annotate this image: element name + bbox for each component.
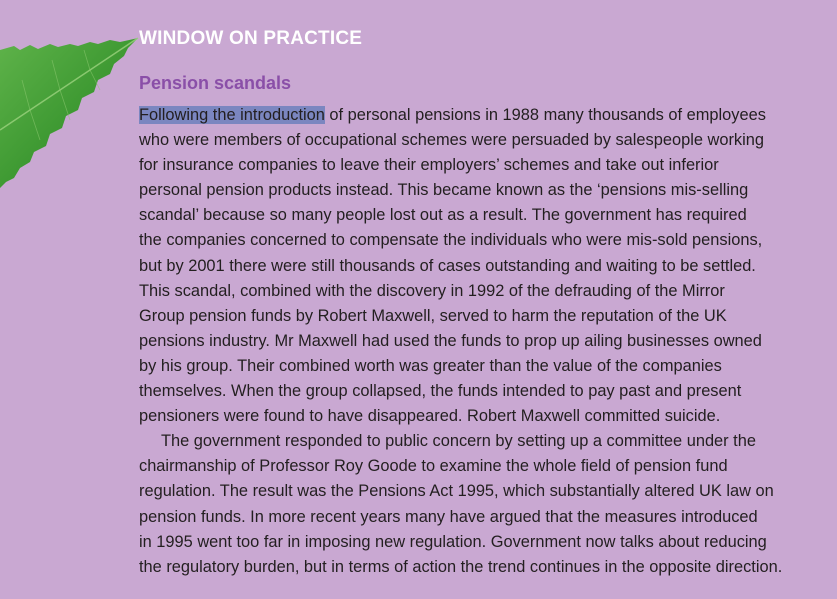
text-line: personal pension products instead. This became known as the ‘pensions mis-selling — [139, 181, 749, 200]
text-line: for insurance companies to leave their employers’ schemes and take out inferior — [139, 156, 719, 175]
text-line: regulation. The result was the Pensions Act 1995, which substantially altered UK law on — [139, 482, 774, 501]
selected-text[interactable]: Following the introduction — [139, 106, 325, 124]
text-line: pensioners were found to have disappeared. Robert Maxwell committed suicide. — [139, 407, 721, 426]
leaf-icon — [0, 20, 150, 195]
text-line: who were members of occupational schemes were persuaded by salespeople working — [139, 131, 764, 150]
text-line: the companies concerned to compensate the individuals who were mis-sold pensions, — [139, 231, 763, 250]
text-line: pensions industry. Mr Maxwell had used the funds to prop up ailing businesses owned — [139, 331, 762, 350]
paragraph-2 — [139, 429, 829, 580]
text-line: by his group. Their combined worth was greater than the value of the companies — [139, 356, 722, 375]
text-line: in 1995 went too far in imposing new regulation. Government now talks about reducing — [139, 532, 767, 551]
text-line: but by 2001 there were still thousands of cases outstanding and waiting to be settled. — [139, 256, 756, 275]
text-line: themselves. When the group collapsed, the funds intended to pay past and present — [139, 382, 742, 401]
text-line: Following the introduction of personal pensions in 1988 many thousands of employees — [139, 106, 766, 124]
text-line: scandal’ because so many people lost out as a result. The government has required — [139, 206, 747, 225]
box-body — [139, 103, 829, 580]
paragraph-1 — [139, 103, 829, 429]
box-heading: WINDOW ON PRACTICE — [139, 28, 363, 49]
text-line: the regulatory burden, but in terms of action the trend continues in the opposite direction. — [139, 557, 783, 576]
box-title: Pension scandals — [139, 73, 292, 93]
text-line: chairmanship of Professor Roy Goode to examine the whole field of pension fund — [139, 457, 728, 476]
text-line: The government responded to public concern by setting up a committee under the — [161, 432, 756, 451]
text-line: Group pension funds by Robert Maxwell, served to harm the reputation of the UK — [139, 306, 727, 325]
text-line: This scandal, combined with the discovery in 1992 of the defrauding of the Mirror — [139, 281, 725, 300]
text-line: pension funds. In more recent years many have argued that the measures introduced — [139, 507, 758, 526]
